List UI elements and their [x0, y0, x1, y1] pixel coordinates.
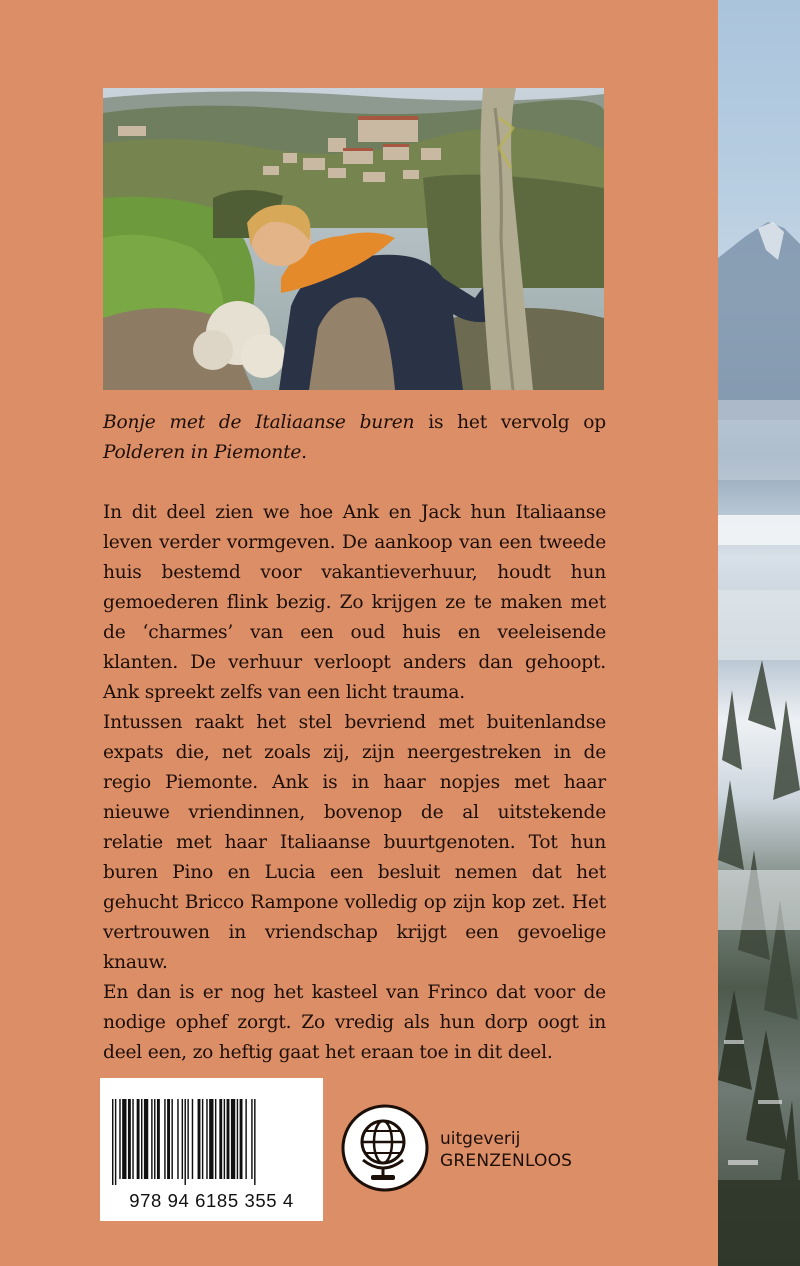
- barcode-bar: [132, 1099, 133, 1179]
- barcode-bar: [112, 1099, 113, 1185]
- barcode-bar: [187, 1099, 188, 1179]
- barcode-bar: [154, 1099, 155, 1179]
- barcode-bar: [167, 1099, 170, 1179]
- barcode-bar: [157, 1099, 160, 1179]
- barcode-bar: [219, 1099, 222, 1179]
- barcode-bars: [110, 1099, 313, 1185]
- barcode-bar: [209, 1099, 213, 1179]
- barcode-bar: [137, 1099, 140, 1179]
- barcode-bar: [192, 1099, 193, 1179]
- isbn-digits: 978 94 6185 355 4: [129, 1190, 294, 1211]
- intro-middle: is het vervolg op: [414, 412, 606, 433]
- publisher-name: [440, 1128, 572, 1172]
- barcode-bar: [177, 1099, 178, 1179]
- author-photo: [103, 88, 604, 390]
- barcode-bar: [231, 1099, 235, 1179]
- spine-edge-image: [718, 0, 800, 1266]
- barcode-bar: [151, 1099, 152, 1179]
- barcode-bar: [237, 1099, 238, 1179]
- blurb-paragraph-3: En dan is er nog het kasteel van Frinco dat voor de nodige ophef zorgt. Zo vredig als hun dorp oogt in deel een, zo heftig gaat het eraan toe in dit deel.: [103, 982, 606, 1063]
- barcode-bar: [206, 1099, 207, 1179]
- barcode-bar: [245, 1099, 246, 1179]
- barcode-bar: [122, 1099, 126, 1179]
- barcode-bar: [119, 1099, 120, 1179]
- barcode-bar: [141, 1099, 142, 1179]
- barcode-bar: [202, 1099, 203, 1179]
- prequel-title: Polderen in Piemonte: [103, 442, 302, 463]
- barcode-bar: [185, 1099, 186, 1185]
- barcode-bar: [198, 1099, 201, 1179]
- blurb-intro: [103, 408, 606, 468]
- intro-end: .: [301, 442, 307, 463]
- barcode-bar: [182, 1099, 183, 1179]
- isbn-barcode: [100, 1078, 323, 1221]
- barcode-bar: [171, 1099, 172, 1179]
- barcode-bar: [144, 1099, 148, 1179]
- barcode-bar: [227, 1099, 230, 1179]
- publisher-line-2: GRENZENLOOS: [440, 1151, 573, 1171]
- blurb-text: [103, 408, 606, 1068]
- barcode-bar: [224, 1099, 225, 1179]
- barcode-bar: [115, 1099, 116, 1185]
- barcode-bar: [240, 1099, 243, 1179]
- book-title: Bonje met de Italiaanse buren: [103, 412, 415, 433]
- barcode-bar: [128, 1099, 131, 1179]
- blurb-paragraph-1: In dit deel zien we hoe Ank en Jack hun Italiaanse leven verder vormgeven. De aankoop van een tweede huis bestemd voor vakantieverhuur, houdt hun gemoederen flink bezig. Zo krijgen ze te maken met de ‘charmes’ van een oud huis en veeleisende klanten. De verhuur verloopt anders dan gehoopt. Ank spreekt zelfs van een licht trauma.: [103, 502, 606, 703]
- globe-icon: [341, 1104, 429, 1192]
- barcode-bar: [254, 1099, 255, 1185]
- blurb-paragraph-2: Intussen raakt het stel bevriend met buitenlandse expats die, net zoals zij, zijn neergestreken in de regio Piemonte. Ank is in haar nopjes met haar nieuwe vriendinnen, bovenop de al uitstekende relatie met haar Italiaanse buurtgenoten. Tot hun buren Pino en Lucia een besluit nemen dat het gehucht Bricco Rampone volledig op zijn kop zet. Het vertrouwen in vriendschap krijgt een gevoelige knauw.: [103, 712, 606, 973]
- publisher-line-1: uitgeverij: [440, 1129, 521, 1149]
- barcode-bar: [164, 1099, 165, 1179]
- barcode-bar: [251, 1099, 252, 1179]
- barcode-bar: [215, 1099, 216, 1179]
